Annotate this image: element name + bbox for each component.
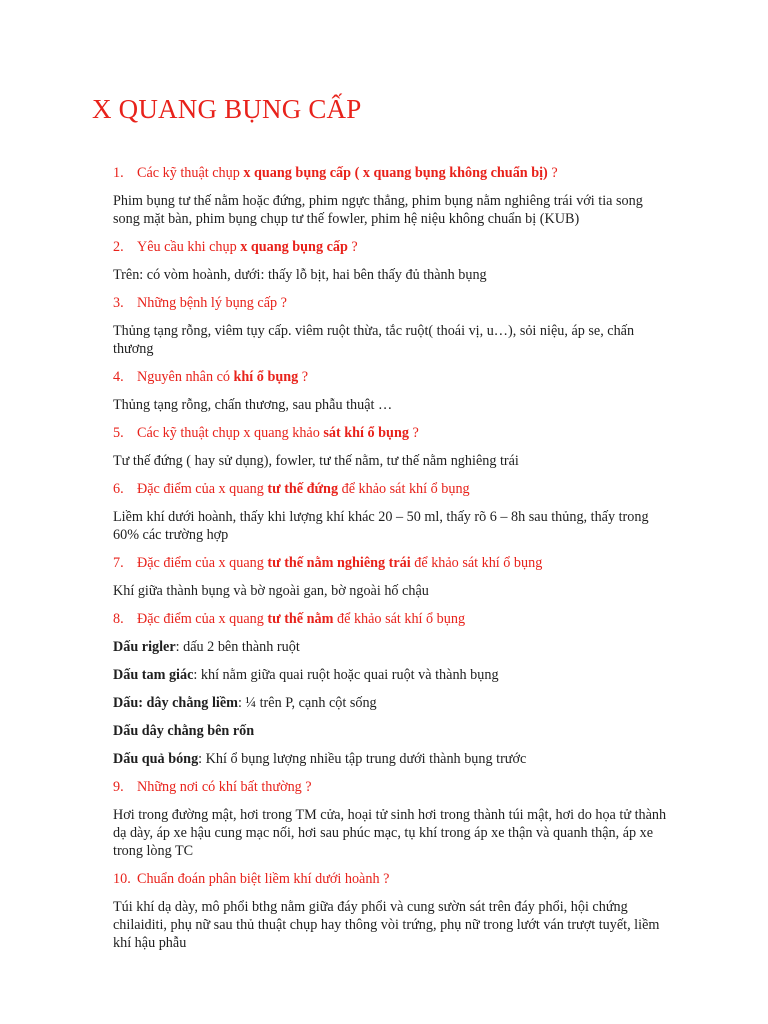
question-9	[113, 778, 673, 796]
question-text-end: ?	[347, 239, 358, 255]
sign-name: Dấu tam giác	[113, 667, 194, 683]
question-text: Những nơi có khí bất thường ?	[137, 779, 312, 795]
question-text-end: để khảo sát khí ổ bụng	[338, 481, 470, 497]
question-number: 6.	[113, 481, 124, 497]
question-number: 3.	[113, 295, 124, 311]
sign-name: Dấu: dây chằng liềm	[113, 695, 238, 711]
question-text: Đặc điểm của x quang	[137, 555, 268, 571]
answer-7: Khí giữa thành bụng và bờ ngoài gan, bờ ngoài hố chậu	[113, 583, 429, 599]
answer-1: Phim bụng tư thế nằm hoặc đứng, phim ngực thẳng, phim bụng nằm nghiêng trái với tia song song mặt bàn, phim bụng chụp tư thế fowler, phim hệ niệu không chuẩn bị (KUB)	[113, 193, 643, 227]
qa-content	[113, 164, 673, 962]
answer-5: Tư thế đứng ( hay sử dụng), fowler, tư thế nằm, tư thế nằm nghiêng trái	[113, 453, 519, 469]
document-title: X QUANG BỤNG CẤP	[92, 94, 362, 124]
answer-6: Liềm khí dưới hoành, thấy khi lượng khí khác 20 – 50 ml, thấy rõ 6 – 8h sau thủng, thấy trong 60% các trường hợp	[113, 509, 649, 543]
question-number: 5.	[113, 425, 124, 441]
sign-name: Dấu rigler	[113, 639, 176, 655]
answer-8-sign-3	[113, 694, 673, 712]
answer-9: Hơi trong đường mật, hơi trong TM cửa, hoại tử sinh hơi trong thành túi mật, hơi do họa tử thành dạ dày, áp xe hậu cung mạc nối, hơi sau phúc mạc, tụ khí trong áp xe thận và quanh thận, áp xe trong lòng TC	[113, 807, 667, 859]
answer-2: Trên: có vòm hoành, dưới: thấy lỗ bịt, hai bên thấy đủ thành bụng	[113, 267, 487, 283]
answer-8-sign-5	[113, 750, 673, 768]
question-emphasis: x quang bụng cấp	[240, 239, 348, 255]
question-6	[113, 480, 673, 498]
sign-description: : khí nằm giữa quai ruột hoặc quai ruột và thành bụng	[193, 667, 499, 683]
question-text-end: ?	[547, 165, 558, 181]
answer-3: Thủng tạng rỗng, viêm tụy cấp. viêm ruột thừa, tắc ruột( thoái vị, u…), sỏi niệu, áp se, chấn thương	[113, 323, 635, 357]
question-10	[113, 870, 673, 888]
question-7	[113, 554, 673, 572]
sign-description: : Khí ổ bụng lượng nhiều tập trung dưới thành bụng trước	[198, 751, 527, 767]
question-emphasis: khí ổ bụng	[233, 369, 299, 385]
sign-description: : ¼ trên P, cạnh cột sống	[237, 695, 377, 711]
question-number: 10.	[113, 871, 131, 887]
question-text: Đặc điểm của x quang	[137, 481, 268, 497]
question-3	[113, 294, 673, 312]
question-text: Những bệnh lý bụng cấp ?	[137, 295, 287, 311]
sign-name: Dấu dây chằng bên rốn	[113, 723, 255, 739]
question-1	[113, 164, 673, 182]
answer-8-sign-4	[113, 722, 673, 740]
question-4	[113, 368, 673, 386]
question-text: Yêu cầu khi chụp	[137, 239, 241, 255]
answer-10: Túi khí dạ dày, mô phổi bthg nằm giữa đáy phổi và cung sườn sát trên đáy phổi, hội chứng chilaiditi, phụ nữ sau thủ thuật chụp hay thông vòi trứng, phụ nữ trong lướt ván trượt tuyết, liềm khí hậu phẫu	[113, 899, 660, 951]
answer-8-sign-1	[113, 638, 673, 656]
question-8	[113, 610, 673, 628]
question-number: 9.	[113, 779, 124, 795]
question-number: 8.	[113, 611, 124, 627]
question-text: Nguyên nhân có	[137, 369, 234, 385]
question-emphasis: tư thế nằm	[267, 611, 334, 627]
question-text: Các kỹ thuật chụp x quang khảo	[137, 425, 324, 441]
question-number: 1.	[113, 165, 124, 181]
question-number: 2.	[113, 239, 124, 255]
question-5	[113, 424, 673, 442]
question-emphasis: tư thế đứng	[267, 481, 339, 497]
question-text-end: ?	[408, 425, 419, 441]
question-text: Chuẩn đoán phân biệt liềm khí dưới hoành ?	[137, 871, 390, 887]
sign-name: Dấu quả bóng	[113, 751, 199, 767]
question-2	[113, 238, 673, 256]
question-text: Các kỹ thuật chụp	[137, 165, 244, 181]
question-number: 4.	[113, 369, 124, 385]
question-emphasis: tư thế nằm nghiêng trái	[267, 555, 411, 571]
question-number: 7.	[113, 555, 124, 571]
question-text-end: để khảo sát khí ổ bụng	[410, 555, 543, 571]
question-text-end: ?	[298, 369, 309, 385]
sign-description: : dấu 2 bên thành ruột	[175, 639, 300, 655]
question-text: Đặc điểm của x quang	[137, 611, 268, 627]
question-text-end: để khảo sát khí ổ bụng	[333, 611, 466, 627]
answer-4: Thủng tạng rỗng, chấn thương, sau phẫu thuật …	[113, 397, 393, 413]
question-emphasis: x quang bụng cấp ( x quang bụng không chuẩn bị)	[243, 165, 548, 181]
question-emphasis: sát khí ổ bụng	[323, 425, 409, 441]
answer-8-sign-2	[113, 666, 673, 684]
